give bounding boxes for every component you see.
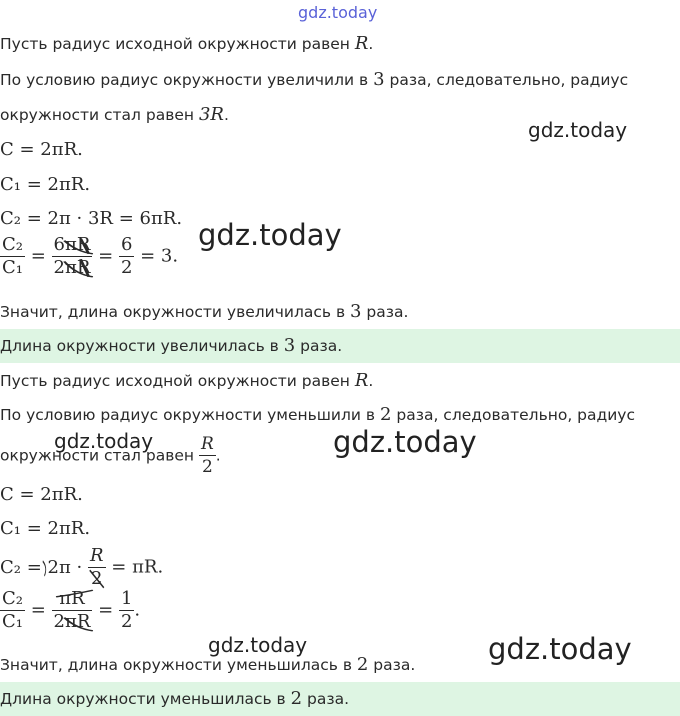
part2-condition: По условию радиус окружности уменьшили в 2 раза, следовательно, радиус <box>0 404 635 425</box>
part2-ratio: $\frac{\text{C₂}}{\text{C₁}}$ = $\frac{\pi R}{2\pi R}$ = $\frac{1}{2}$ . <box>2 588 141 632</box>
radius-half-fraction: $\frac{R}{2}$ <box>200 434 214 477</box>
part1-condition: По условию радиус окружности увеличили в 3 раза, следовательно, радиус <box>0 69 629 90</box>
eq-fraction-r-over-2: $\frac{R}{2}$ <box>89 545 104 589</box>
ratio-simplified: $\frac{6}{2}$ <box>120 234 133 278</box>
part2-eq-c1: C₁ = 2πR. <box>0 518 91 539</box>
ratio-simplified: $\frac{1}{2}$ <box>120 588 133 632</box>
part1-conclusion: Значит, длина окружности увеличилась в 3 раза. <box>0 301 409 322</box>
watermark: gdz.today <box>198 218 342 252</box>
part1-answer: Длина окружности увеличилась в 3 раза. <box>0 329 680 363</box>
watermark: gdz.today <box>488 632 632 666</box>
part2-new-radius: окружности стал равен $\frac{R}{2}$ . <box>0 434 221 477</box>
watermark: gdz.today <box>208 633 308 657</box>
watermark-top: gdz.today <box>298 3 378 22</box>
cancel-stroke <box>88 568 106 590</box>
part2-answer: Длина окружности уменьшилась в 2 раза. <box>0 682 680 716</box>
ratio-c2-c1: $\frac{\text{C₂}}{\text{C₁}}$ <box>2 588 23 632</box>
part1-eq-c1: C₁ = 2πR. <box>0 174 91 195</box>
ratio-cancel: $\frac{\pi R}{2\pi R}$ <box>53 588 91 632</box>
cancel-stroke <box>52 234 93 256</box>
watermark: gdz.today <box>54 429 154 453</box>
ratio-cancel: $\frac{6\pi R}{2\pi R}$ <box>53 234 91 278</box>
part1-eq-c2: C₂ = 2π · 3R = 6πR. <box>0 208 183 229</box>
watermark: gdz.today <box>333 425 477 459</box>
cancel-stroke <box>52 611 93 633</box>
part1-new-radius: окружности стал равен 3R. <box>0 104 229 125</box>
ratio-c2-c1: $\frac{\text{C₂}}{\text{C₁}}$ <box>2 234 23 278</box>
part2-eq-c2: C₂ = 2π · $\frac{R}{2}$ = πR. <box>0 545 164 589</box>
part2-eq-c: C = 2πR. <box>0 484 83 505</box>
cancel-stroke <box>52 588 93 610</box>
part2-conclusion: Значит, длина окружности уменьшилась в 2 раза. <box>0 654 416 675</box>
cancel-stroke <box>0 557 82 578</box>
watermark: gdz.today <box>528 118 628 142</box>
part1-statement: Пусть радиус исходной окружности равен R. <box>0 33 374 54</box>
part1-eq-c: C = 2πR. <box>0 139 83 160</box>
cancel-stroke <box>52 257 93 279</box>
part1-ratio: $\frac{\text{C₂}}{\text{C₁}}$ = $\frac{6\pi R}{2\pi R}$ = $\frac{6}{2}$ = 3. <box>2 234 179 278</box>
part2-statement: Пусть радиус исходной окружности равен R. <box>0 370 374 391</box>
